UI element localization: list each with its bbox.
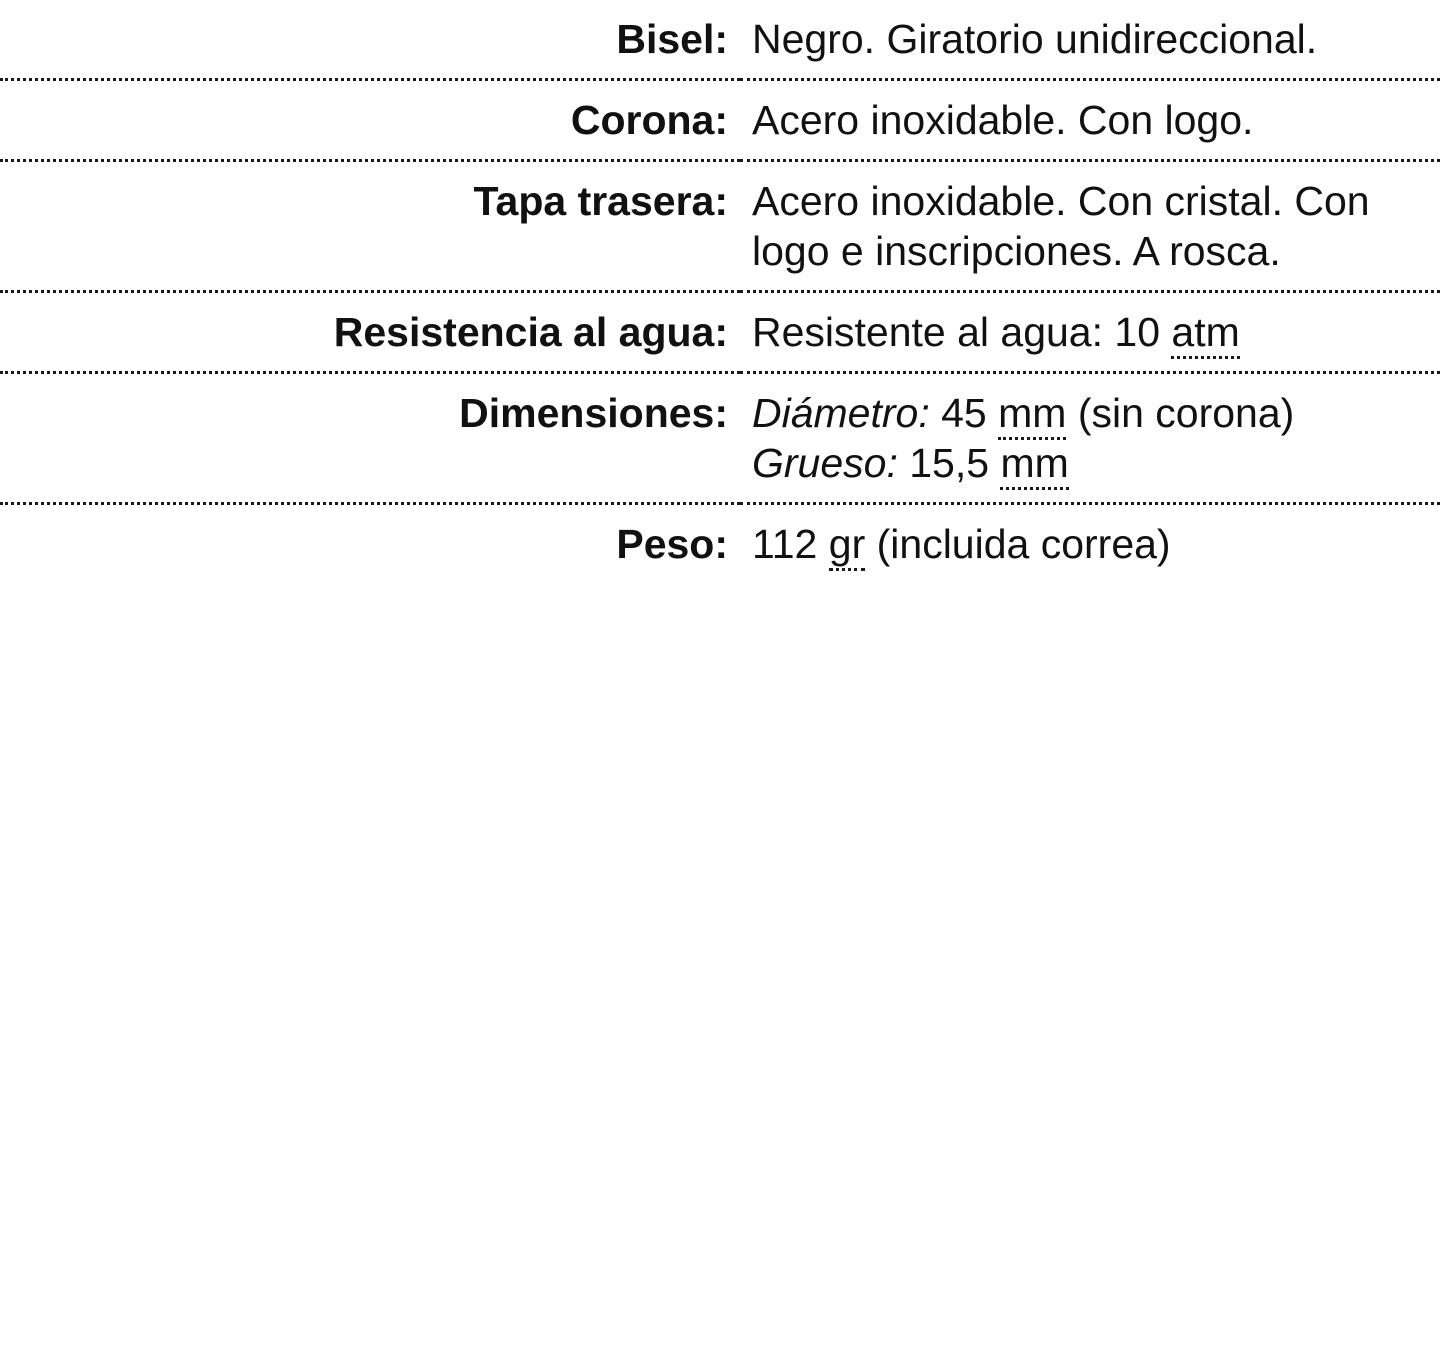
spec-value <box>740 292 1440 373</box>
table-row <box>0 161 1440 292</box>
table-row <box>0 0 1440 80</box>
spec-value <box>740 373 1440 504</box>
spec-label: Resistencia al agua: <box>0 292 740 373</box>
weight-number: 112 <box>752 521 829 568</box>
dimension-diameter-note: (sin corona) <box>1066 390 1295 437</box>
specification-table <box>0 0 1440 583</box>
spec-value: Negro. Giratorio unidireccional. <box>752 16 1318 62</box>
spec-label: Tapa trasera: <box>0 161 740 292</box>
weight-note: (incluida correa) <box>865 521 1171 568</box>
dimension-thickness-unit: mm <box>1000 440 1068 490</box>
spec-value-text: Resistente al agua: 10 <box>752 309 1172 356</box>
dimension-diameter-unit: mm <box>998 390 1066 440</box>
spec-label: Corona: <box>0 80 740 161</box>
table-row <box>0 504 1440 584</box>
dimension-thickness-line <box>752 438 1440 488</box>
dimension-diameter-label: Diámetro: <box>752 390 930 437</box>
spec-value: Acero inoxidable. Con cristal. Con logo e inscripciones. A rosca. <box>740 161 1440 292</box>
dimension-thickness-label: Grueso: <box>752 440 898 487</box>
spec-value: Acero inoxidable. Con logo. <box>740 80 1440 161</box>
weight-unit: gr <box>829 521 865 571</box>
dimension-thickness-number: 15,5 <box>897 440 1001 487</box>
table-row <box>0 80 1440 161</box>
spec-label: Peso: <box>0 504 740 584</box>
spec-value-unit: atm <box>1171 309 1239 359</box>
spec-label: Dimensiones: <box>0 373 740 504</box>
spec-label: Bisel: <box>616 16 728 62</box>
table-row <box>0 373 1440 504</box>
dimension-diameter-number: 45 <box>929 390 999 437</box>
table-row <box>0 292 1440 373</box>
spec-value <box>740 504 1440 584</box>
specification-table-body <box>0 0 1440 583</box>
